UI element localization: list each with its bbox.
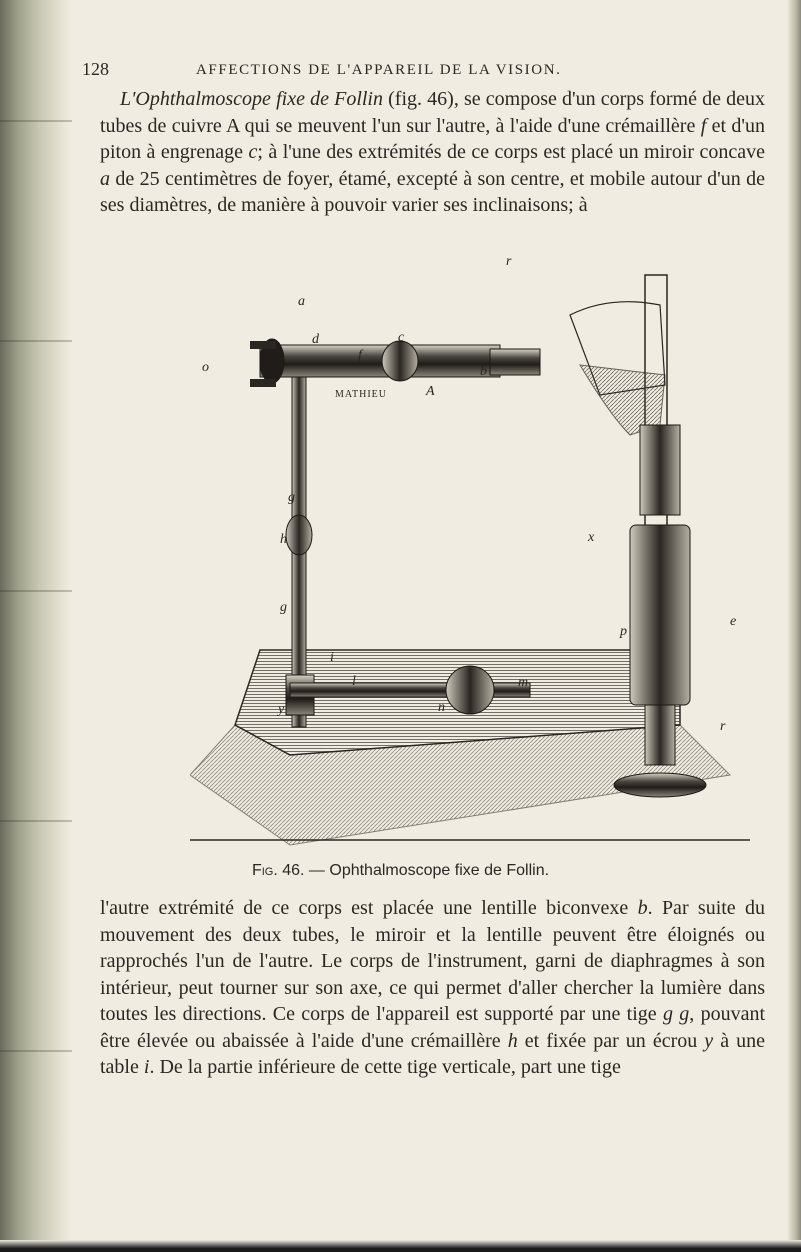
svg-text:r: r [506, 255, 512, 269]
page-number: 128 [82, 59, 109, 79]
text-span: et d'un piton à engrenage [100, 114, 765, 163]
rack-nut [286, 515, 312, 555]
figure-label-i: i [330, 650, 334, 665]
ref-letter: b [637, 897, 648, 919]
lamp-burner [640, 425, 680, 515]
ref-letter: a [100, 167, 110, 190]
figure-caption [0, 862, 801, 880]
text-span: , pouvant être élevée ou abaissée à l'aide d'une crémaillère [100, 1003, 766, 1052]
caption-text: — Ophthalmoscope fixe de Follin. [308, 862, 550, 879]
running-head: AFFECTIONS DE L'APPAREIL DE LA VISION. [196, 62, 562, 78]
figure-label-f: f [358, 348, 362, 363]
figure-ophthalmoscope [190, 255, 760, 855]
figure-label-m: m [518, 675, 529, 690]
ref-letter: h [507, 1029, 518, 1052]
caption-prefix: Fig. 46. [251, 862, 305, 879]
paragraph-bottom [100, 895, 765, 1081]
figure-label-g: g [280, 600, 287, 615]
figure-label-d: d [312, 332, 319, 347]
text-span: de 25 centimètres de foyer, étamé, excepté à son centre, et mobile autour d'un de ses diamètres, de manière à pouvoir varier ses inclinaisons; à [100, 167, 765, 216]
lens-holder [490, 349, 540, 375]
ref-letter: c [248, 141, 258, 163]
text-span: l'autre extrémité de ce corps est placée une lentille biconvexe [100, 897, 638, 919]
pinion-knob [382, 341, 418, 381]
figure-label-r: r [720, 719, 726, 734]
lamp-reservoir [630, 525, 690, 705]
figure-label-a: a [298, 294, 305, 309]
text-span: (fig. 46), se compose d'un corps formé de deux tubes de cuivre A qui se meuvent l'un sur l'autre, à l'aide d'une crémaillère [100, 88, 765, 137]
binding-gutter [0, 0, 72, 1252]
text-span: à une table [100, 1029, 765, 1078]
ref-letter: i [143, 1056, 150, 1078]
figure-label-p: p [620, 624, 627, 639]
text-span: . Par suite du mouvement des deux tubes, le miroir et la lentille peuvent être éloignés ou rapprochés l'un de l'autre. Le corps de l'instrument, garni de diaphragmes à son intérieur, peut tourner sur son axe, ce qui permet d'aller chercher la lumière dans toutes les directions. Ce corps de l'appareil est supporté par une tige [100, 897, 765, 1025]
ophthalmoscope-illustration [190, 255, 760, 855]
ref-letter: f [700, 114, 707, 137]
figure-label-x: x [588, 530, 595, 545]
instrument-name: L'Ophthalmoscope fixe de Follin [120, 88, 383, 110]
ref-letter: g g [662, 1003, 690, 1025]
lamp-foot [614, 773, 706, 797]
figure-label-n: n [438, 700, 445, 715]
text-span: . De la partie inférieure de cette tige verticale, part une tige [149, 1056, 621, 1078]
figure-label-b: b [480, 364, 487, 379]
text-span: et fixée par un écrou [517, 1029, 705, 1052]
text-span: ; à l'une des extrémités de ce corps est placé un miroir concave [257, 141, 765, 163]
figure-label-h: h [280, 532, 287, 547]
main-tube [260, 345, 500, 377]
figure-label-l: l [352, 674, 356, 689]
figure-label-y: y [278, 702, 285, 717]
figure-label-c: c [398, 330, 405, 345]
maker-mark: MATHIEU [335, 389, 387, 400]
page-right-edge [787, 0, 801, 1252]
figure-label-e: e [730, 614, 737, 629]
paragraph-top [100, 86, 765, 219]
figure-label-g: g [288, 490, 295, 505]
ref-letter: y [704, 1029, 714, 1052]
page-bottom-edge [0, 1240, 801, 1252]
figure-label-A: A [426, 384, 435, 399]
figure-label-o: o [202, 360, 209, 375]
